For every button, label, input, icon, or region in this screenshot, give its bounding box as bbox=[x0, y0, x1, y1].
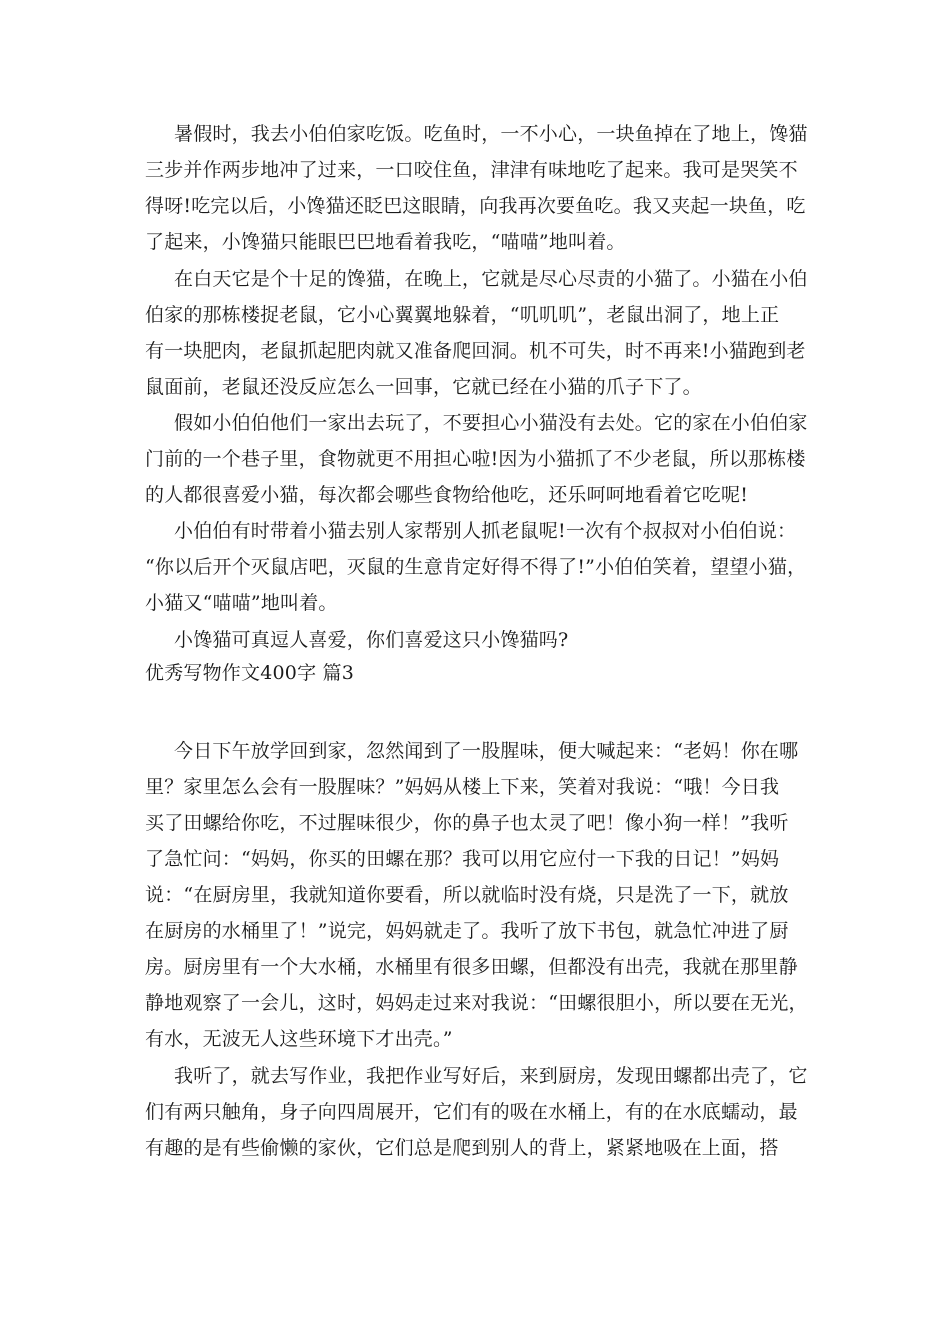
text-line: 小馋猫可真逗人喜爱，你们喜爱这只小馋猫吗? bbox=[174, 629, 569, 651]
text-line: 假如小伯伯他们一家出去玩了，不要担心小猫没有去处。它的家在小伯伯家 bbox=[174, 412, 808, 434]
text-line: 在厨房的水桶里了！”说完，妈妈就走了。我听了放下书包，就急忙冲进了厨 bbox=[145, 920, 789, 942]
text-line: 今日下午放学回到家，忽然闻到了一股腥味，便大喊起来：“老妈！你在哪 bbox=[174, 740, 799, 762]
text-line: 小猫又“喵喵”地叫着。 bbox=[145, 592, 338, 614]
text-line: 在白天它是个十足的馋猫，在晚上，它就是尽心尽责的小猫了。小猫在小伯 bbox=[174, 268, 808, 290]
text-line: 静地观察了一会儿，这时，妈妈走过来对我说：“田螺很胆小，所以要在无光， bbox=[145, 992, 808, 1014]
text-line: 们有两只触角，身子向四周展开，它们有的吸在水桶上，有的在水底蠕动，最 bbox=[145, 1101, 798, 1123]
text-line: 鼠面前，老鼠还没反应怎么一回事，它就已经在小猫的爪子下了。 bbox=[145, 376, 702, 398]
text-line: 有水，无波无人这些环境下才出壳。” bbox=[145, 1028, 453, 1050]
text-line: 暑假时，我去小伯伯家吃饭。吃鱼时，一不小心，一块鱼掉在了地上，馋猫 bbox=[174, 123, 808, 145]
text-line: 买了田螺给你吃，不过腥味很少，你的鼻子也太灵了吧！像小狗一样！”我听 bbox=[145, 812, 789, 834]
text-line: 有一块肥肉，老鼠抓起肥肉就又准备爬回洞。机不可失，时不再来!小猫跑到老 bbox=[145, 340, 806, 362]
text-line: 房。厨房里有一个大水桶，水桶里有很多田螺，但都没有出壳，我就在那里静 bbox=[145, 956, 798, 978]
text-line: 我听了，就去写作业，我把作业写好后，来到厨房，发现田螺都出壳了，它 bbox=[174, 1065, 808, 1087]
text-line: 里？家里怎么会有一股腥味？”妈妈从楼上下来，笑着对我说：“哦！今日我 bbox=[145, 776, 780, 798]
text-line: 门前的一个巷子里，食物就更不用担心啦!因为小猫抓了不少老鼠，所以那栋楼 bbox=[145, 448, 806, 470]
text-line: 三步并作两步地冲了过来，一口咬住鱼，津津有味地吃了起来。我可是哭笑不 bbox=[145, 159, 798, 181]
text-line: “你以后开个灭鼠店吧，灭鼠的生意肯定好得不得了!”小伯伯笑着，望望小猫， bbox=[145, 556, 807, 578]
text-line: 伯家的那栋楼捉老鼠，它小心翼翼地躲着，“叽叽叽”，老鼠出洞了，地上正 bbox=[145, 304, 780, 326]
text-line: 的人都很喜爱小猫，每次都会哪些食物给他吃，还乐呵呵地看着它吃呢! bbox=[145, 484, 749, 506]
text-line: 有趣的是有些偷懒的家伙，它们总是爬到别人的背上，紧紧地吸在上面，搭 bbox=[145, 1137, 779, 1159]
text-line: 了起来，小馋猫只能眼巴巴地看着我吃，“喵喵”地叫着。 bbox=[145, 231, 626, 253]
text-line: 说：“在厨房里，我就知道你要看，所以就临时没有烧，只是洗了一下，就放 bbox=[145, 884, 789, 906]
text-line: 了急忙问：“妈妈，你买的田螺在那？我可以用它应付一下我的日记！”妈妈 bbox=[145, 848, 780, 870]
text-line: 小伯伯有时带着小猫去别人家帮别人抓老鼠呢!一次有个叔叔对小伯伯说： bbox=[174, 520, 797, 542]
section-heading: 优秀写物作文400字 篇3 bbox=[145, 662, 354, 684]
text-line: 得呀!吃完以后，小馋猫还眨巴这眼睛，向我再次要鱼吃。我又夹起一块鱼，吃 bbox=[145, 195, 806, 217]
